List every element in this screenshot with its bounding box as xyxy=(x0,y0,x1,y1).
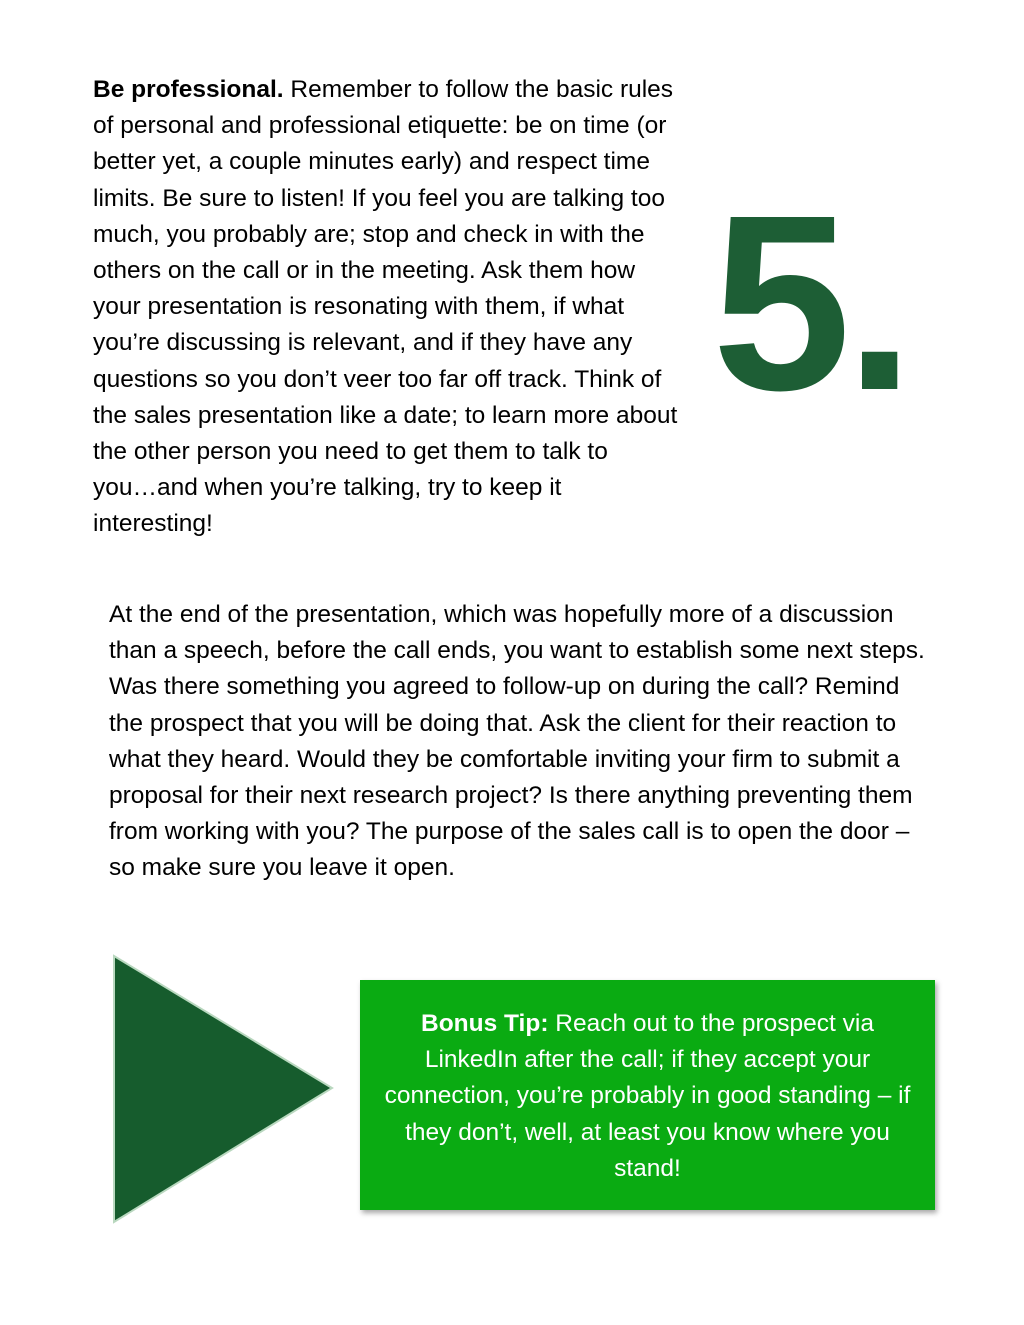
closing-paragraph: At the end of the presentation, which was hopefully more of a discussion than a speech, before the call ends, you want to establish some next steps. Was there something you agreed to follow-up on during the call? Remind the prospect that you will be doing that. Ask the client for their reaction to what they heard. Would they be comfortable inviting your firm to submit a proposal for their next research project? Is there anything preventing them from working with you? The purpose of the sales call is to open the door – so make sure you leave it open. xyxy=(109,601,925,882)
bonus-tip-box xyxy=(360,980,935,1210)
bonus-tip-lead: Bonus Tip: xyxy=(421,1010,549,1037)
tip-paragraph xyxy=(93,72,678,543)
bonus-tip-body: Reach out to the prospect via LinkedIn after the call; if they accept your connection, you’re probably in good standing – if they don’t, well, at least you know where you stand! xyxy=(384,1010,911,1182)
tip-body: Remember to follow the basic rules of personal and professional etiquette: be on time (or better yet, a couple minutes early) and respect time limits. Be sure to listen! If you feel you are talking too much, you probably are; stop and check in with the others on the call or in the meeting. Ask them how your presentation is resonating with them, if what you’re discussing is relevant, and if they have any questions so you don’t veer too far off track. Think of the sales presentation like a date; to learn more about the other person you need to get them to talk to you…and when you’re talking, try to keep it interesting! xyxy=(93,76,678,538)
play-arrow-icon xyxy=(110,952,338,1228)
tip-number: 5. xyxy=(712,163,909,442)
tip-lead: Be professional. xyxy=(93,76,284,103)
